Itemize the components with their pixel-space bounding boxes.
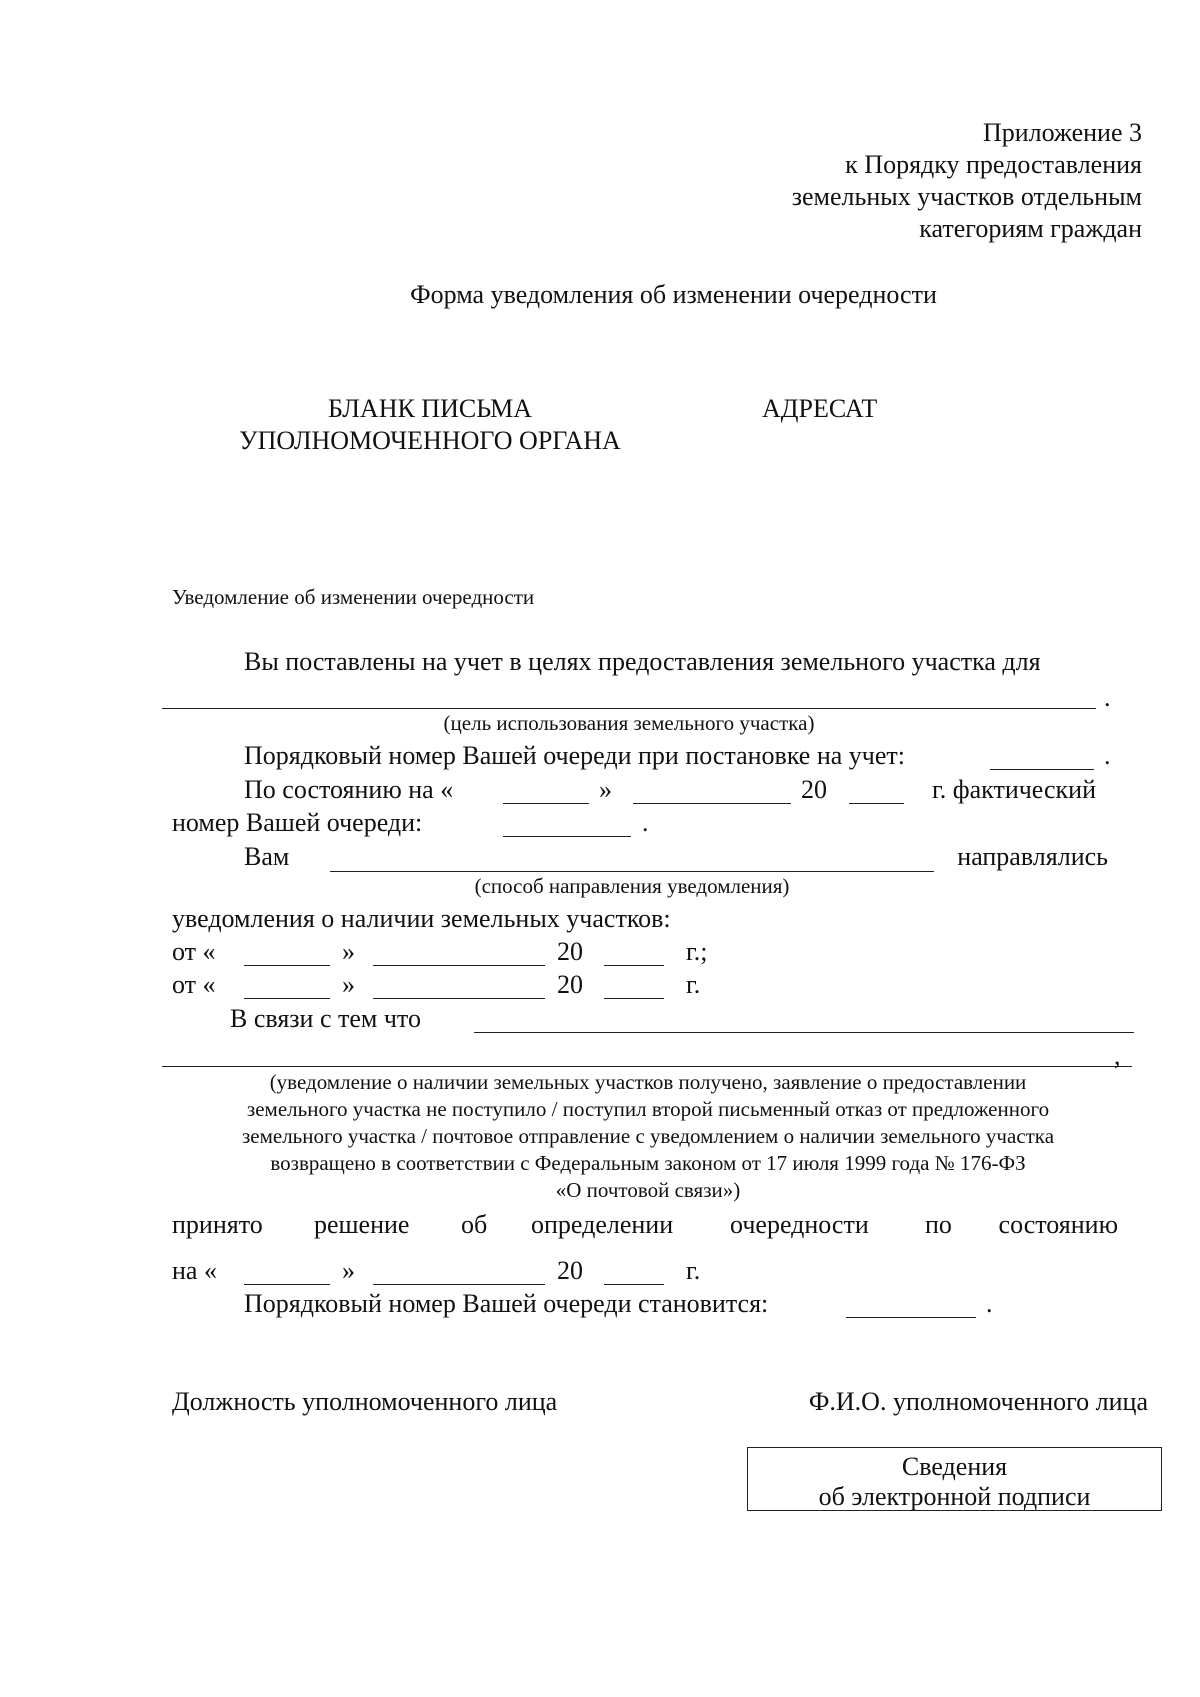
- period: .: [1104, 741, 1111, 770]
- blank-line-queue-initial: [990, 769, 1094, 770]
- year-suffix: г.: [686, 1256, 701, 1285]
- year-suffix: г.: [686, 970, 701, 999]
- appendix-line-3: земельных участков отдельным: [791, 182, 1142, 211]
- you-label: Вам: [244, 842, 290, 871]
- hint-reason-line-2: земельного участка не поступило / поступил второй письменный отказ от предложенного: [246, 1097, 1050, 1121]
- period: .: [642, 808, 649, 837]
- addressee: АДРЕСАТ: [762, 394, 878, 423]
- queue-initial-label: Порядковый номер Вашей очереди при постановке на учет:: [244, 741, 906, 770]
- blank-line-reason: [474, 1032, 1134, 1033]
- decision-word: состоянию: [998, 1210, 1118, 1239]
- blank-line-day: [503, 803, 589, 804]
- quote-close: »: [342, 937, 355, 966]
- blank-line-year: [604, 1284, 664, 1285]
- notices-label: уведомления о наличии земельных участков:: [172, 904, 671, 933]
- hint-reason-line-1: (уведомление о наличии земельных участков получено, заявление о предоставлении: [269, 1070, 1027, 1094]
- on-label: на «: [172, 1256, 217, 1285]
- blank-line-month: [373, 965, 545, 966]
- notice-heading: Уведомление об изменении очередности: [172, 585, 535, 609]
- paragraph-registration: Вы поставлены на учет в целях предоставления земельного участка для: [244, 647, 1041, 676]
- appendix-line-2: к Порядку предоставления: [845, 150, 1142, 179]
- quote-close: »: [599, 775, 612, 804]
- signature-box-line-2: об электронной подписи: [818, 1482, 1091, 1511]
- year-prefix: 20: [557, 937, 583, 966]
- blank-line-month: [373, 998, 545, 999]
- from-label-1: от «: [172, 937, 216, 966]
- blank-line-2: УПОЛНОМОЧЕННОГО ОРГАНА: [239, 426, 621, 455]
- signature-box-line-1: Сведения: [901, 1452, 1008, 1481]
- because-label: В связи с тем что: [230, 1004, 421, 1033]
- blank-line-1: БЛАНК ПИСЬМА: [328, 394, 532, 423]
- hint-method: (способ направления уведомления): [474, 874, 790, 898]
- blank-line-queue-new: [846, 1317, 976, 1318]
- decision-word: определении: [531, 1210, 674, 1239]
- blank-line-purpose: [162, 708, 1096, 709]
- signature-position: Должность уполномоченного лица: [172, 1387, 558, 1416]
- quote-close: »: [342, 1256, 355, 1285]
- year-prefix: 20: [801, 775, 827, 804]
- hint-reason-line-5: «О почтовой связи»): [555, 1178, 741, 1202]
- year-suffix: г.;: [686, 937, 708, 966]
- blank-line-year: [604, 998, 664, 999]
- electronic-signature-box: [747, 1447, 1162, 1511]
- sent-label: направлялись: [957, 842, 1108, 871]
- period: .: [986, 1289, 993, 1318]
- blank-line-actual-number: [503, 836, 631, 837]
- comma: ,: [1114, 1041, 1121, 1070]
- queue-new-label: Порядковый номер Вашей очереди становится:: [244, 1289, 769, 1318]
- signature-fio: Ф.И.О. уполномоченного лица: [808, 1387, 1148, 1416]
- quote-close: »: [342, 970, 355, 999]
- blank-line-day: [244, 965, 330, 966]
- blank-line-year: [849, 803, 904, 804]
- decision-word: об: [461, 1210, 488, 1239]
- decision-word: решение: [314, 1210, 410, 1239]
- hint-reason-line-4: возвращено в соответствии с Федеральным законом от 17 июля 1999 года № 176-ФЗ: [270, 1151, 1026, 1175]
- from-label-2: от «: [172, 970, 216, 999]
- year-prefix: 20: [557, 1256, 583, 1285]
- hint-reason-line-3: земельного участка / почтовое отправление с уведомлением о наличии земельного участка: [241, 1124, 1055, 1148]
- period: .: [1104, 683, 1111, 712]
- as-of-label: По состоянию на «: [244, 775, 454, 804]
- year-prefix: 20: [557, 970, 583, 999]
- actual-number-label: номер Вашей очереди:: [172, 808, 423, 837]
- blank-line-year: [604, 965, 664, 966]
- appendix-line-4: категориям граждан: [919, 214, 1142, 243]
- blank-line-method: [330, 871, 934, 872]
- decision-word: очередности: [730, 1210, 869, 1239]
- decision-word: по: [925, 1210, 952, 1239]
- blank-line-month: [633, 803, 791, 804]
- blank-line-day: [244, 998, 330, 999]
- blank-line-month: [373, 1284, 545, 1285]
- blank-line-day: [244, 1284, 330, 1285]
- actual-label: г. фактический: [932, 775, 1096, 804]
- decision-word: принято: [172, 1210, 263, 1239]
- appendix-line-1: Приложение 3: [982, 118, 1142, 147]
- blank-line-reason-2: [162, 1066, 1132, 1067]
- hint-purpose: (цель использования земельного участка): [443, 711, 815, 735]
- form-title: Форма уведомления об изменении очередности: [410, 280, 937, 309]
